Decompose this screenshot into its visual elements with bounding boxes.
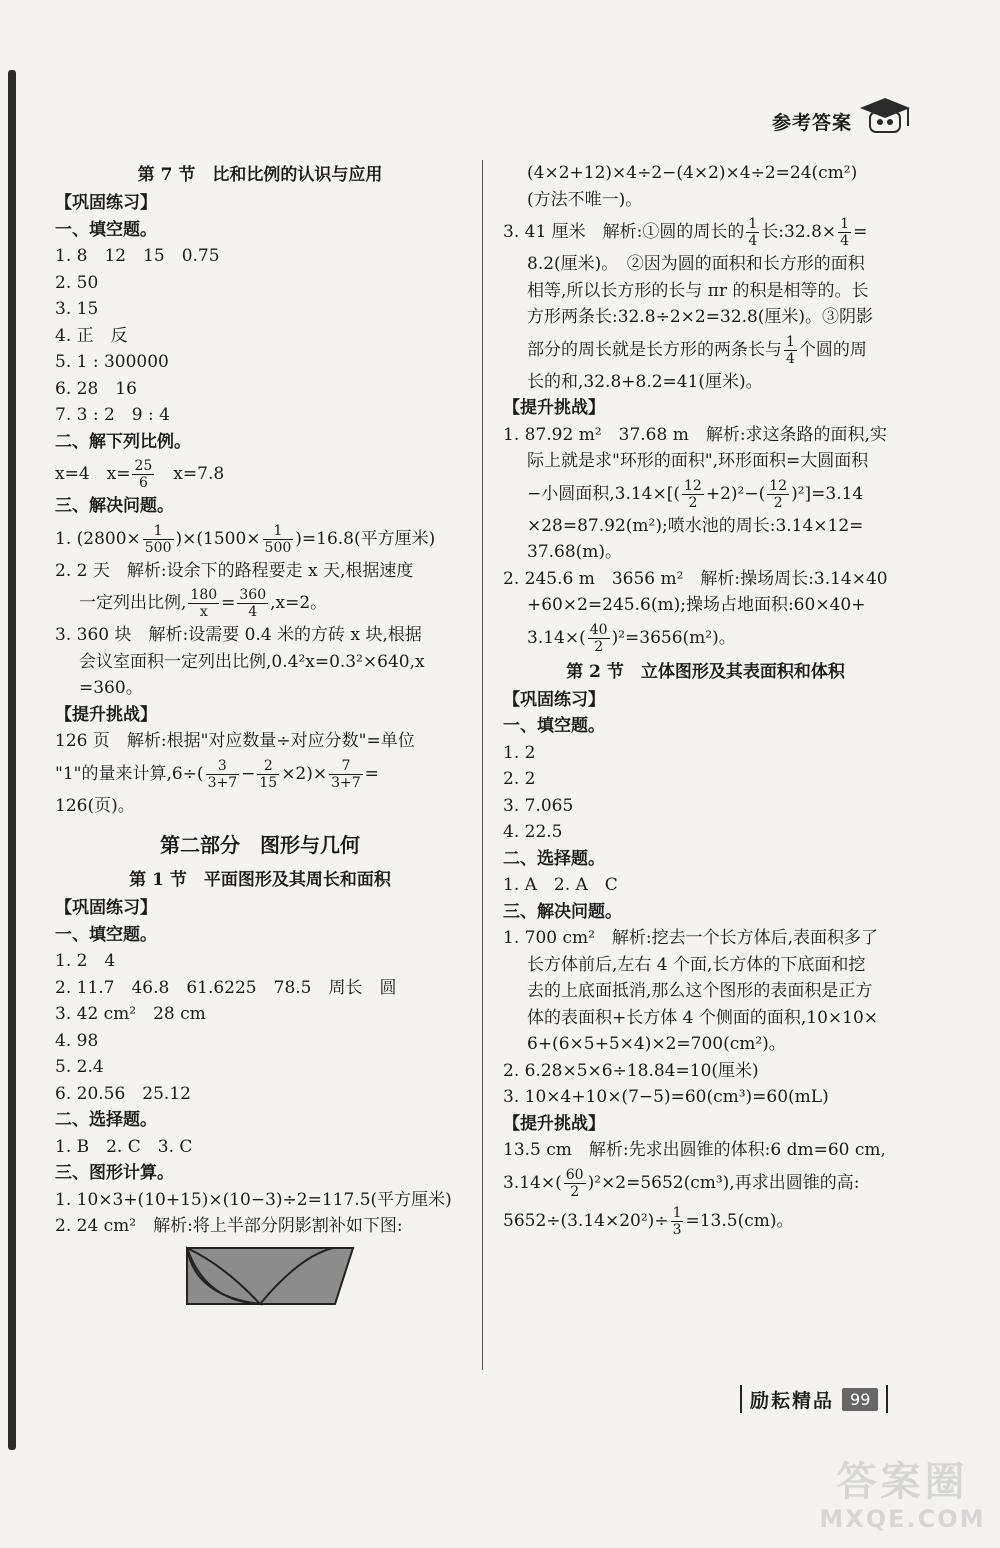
answer-line: =360。 bbox=[79, 678, 143, 698]
subsection-heading: 【提升挑战】 bbox=[503, 1113, 605, 1134]
section-title: 第 7 节 比和比例的认识与应用 bbox=[137, 165, 383, 185]
answer-line: 6. 20.56 25.12 bbox=[55, 1083, 191, 1104]
answer-line: "1"的量来计算,6÷( $\frac{3}{3+7}$ − $\frac{2}{15}$ ×2)× $\frac{7}{3+7}$ = bbox=[55, 757, 379, 791]
page-number: 99 bbox=[842, 1388, 878, 1411]
question-type-heading: 一、填空题。 bbox=[503, 716, 605, 736]
answer-line: 5. 1 : 300000 bbox=[55, 352, 169, 372]
question-type-heading: 三、解决问题。 bbox=[55, 496, 174, 516]
answer-line: 2. 245.6 m 3656 m² 解析:操场周长:3.14×40 bbox=[503, 568, 888, 589]
answer-line: 2. 24 cm² 解析:将上半部分阴影割补如下图: bbox=[55, 1216, 403, 1236]
answer-line: 相等,所以长方形的长与 πr 的积是相等的。长 bbox=[527, 280, 869, 301]
section-title: 第 2 节 立体图形及其表面积和体积 bbox=[566, 661, 845, 682]
fraction: $\frac{1}{500}$ bbox=[144, 522, 172, 556]
binding-edge bbox=[8, 70, 16, 1450]
answer-line: (方法不唯一)。 bbox=[527, 189, 643, 210]
answer-line: 去的上底面抵消,那么这个图形的表面积是正方 bbox=[527, 981, 873, 1001]
answer-line: 1. 87.92 m² 37.68 m 解析:求这条路的面积,实 bbox=[503, 424, 887, 445]
answer-line: ×28=87.92(m²);喷水池的周长:3.14×12= bbox=[527, 515, 864, 536]
answer-line: 3. 41 厘米 解析:①圆的周长的 $\frac{1}{4}$ 长:32.8× $\frac{1}{4}$ = bbox=[503, 216, 868, 249]
answer-line: 3.14×( $\frac{60}{2}$ )²×2=5652(cm³),再求出圆锥的高: bbox=[503, 1166, 860, 1200]
answer-line: 6+(6×5+5×4)×2=700(cm²)。 bbox=[527, 1034, 786, 1054]
footer-rule bbox=[886, 1385, 888, 1413]
question-type-heading: 二、选择题。 bbox=[503, 848, 605, 869]
answer-line: 1. A 2. A C bbox=[503, 875, 618, 895]
answer-line: 1. 8 12 15 0.75 bbox=[55, 246, 220, 266]
part-title: 第二部分 图形与几何 bbox=[160, 833, 360, 857]
answer-line: 3. 7.065 bbox=[503, 795, 574, 816]
answer-line: +60×2=245.6(m);操场占地面积:60×40+ bbox=[527, 595, 866, 615]
answer-line: −小圆面积,3.14×[( $\frac{12}{2}$ +2)²−( $\frac{12}{2}$ )²]=3.14 bbox=[527, 477, 864, 511]
fraction: $\frac{180}{x}$ bbox=[190, 587, 218, 620]
fraction: $\frac{1}{4}$ bbox=[748, 216, 758, 249]
answer-line: 2. 2 天 解析:设余下的路程要走 x 天,根据速度 bbox=[55, 560, 414, 581]
answer-line: 13.5 cm 解析:先求出圆锥的体积:6 dm=60 cm, bbox=[503, 1140, 886, 1160]
answer-line: 2. 2 bbox=[503, 769, 536, 789]
answer-line: 际上就是求"环形的面积",环形面积=大圆面积 bbox=[527, 451, 869, 471]
answer-line: 部分的周长就是长方形的两条长与 $\frac{1}{4}$ 个圆的周 bbox=[527, 333, 867, 367]
header-title: 参考答案 bbox=[772, 112, 853, 134]
graduate-cap-icon bbox=[856, 96, 914, 138]
fraction: $\frac{3}{3+7}$ bbox=[207, 757, 238, 791]
answer-line: 1. 10×3+(10+15)×(10−3)÷2=117.5(平方厘米) bbox=[55, 1189, 452, 1210]
answer-line: 1. B 2. C 3. C bbox=[55, 1136, 193, 1157]
answer-line: 体的表面积+长方体 4 个侧面的面积,10×10× bbox=[527, 1007, 879, 1028]
answer-line: 3. 10×4+10×(7−5)=60(cm³)=60(mL) bbox=[503, 1087, 829, 1107]
question-type-heading: 二、解下列比例。 bbox=[55, 431, 191, 452]
answer-line: 1. (2800× $\frac{1}{500}$ )×(1500× $\frac{1}{500}$ )=16.8(平方厘米) bbox=[55, 522, 436, 556]
question-type-heading: 一、填空题。 bbox=[55, 924, 157, 945]
fraction: $\frac{1}{4}$ bbox=[786, 333, 795, 367]
answer-line: 3. 360 块 解析:设需要 0.4 米的方砖 x 块,根据 bbox=[55, 625, 422, 645]
footer-rule bbox=[740, 1385, 742, 1413]
answer-line: 6. 28 16 bbox=[55, 378, 137, 399]
fraction: $\frac{1}{4}$ bbox=[840, 216, 850, 249]
left-column bbox=[55, 160, 465, 1310]
answer-line: 3.14×( $\frac{40}{2}$ )²=3656(m²)。 bbox=[527, 621, 736, 655]
fraction: $\frac{1}{500}$ bbox=[264, 522, 292, 556]
answer-line: 5. 2.4 bbox=[55, 1057, 104, 1077]
brand-name: 励耘精品 bbox=[750, 1389, 835, 1412]
fraction: $\frac{7}{3+7}$ bbox=[331, 757, 361, 791]
fraction: $\frac{40}{2}$ bbox=[589, 621, 608, 655]
answer-line: 2. 11.7 46.8 61.6225 78.5 周长 圆 bbox=[55, 977, 397, 998]
answer-line: 37.68(m)。 bbox=[527, 542, 623, 562]
answer-line: 一定列出比例, $\frac{180}{x}$ = $\frac{360}{4}$ ,x=2。 bbox=[79, 587, 328, 620]
answer-line: 2. 50 bbox=[55, 272, 99, 293]
watermark-text: 答案圈 bbox=[836, 1459, 969, 1505]
subsection-heading: 【巩固练习】 bbox=[55, 898, 157, 918]
answer-line: 3. 15 bbox=[55, 299, 99, 319]
answer-line: 126(页)。 bbox=[55, 795, 135, 816]
subsection-heading: 【巩固练习】 bbox=[55, 193, 157, 213]
answer-line: 126 页 解析:根据"对应数量÷对应分数"=单位 bbox=[55, 731, 415, 751]
answer-line: 4. 22.5 bbox=[503, 822, 563, 842]
subsection-heading: 【提升挑战】 bbox=[55, 704, 157, 725]
right-column bbox=[503, 160, 908, 1240]
answer-line: 1. 700 cm² 解析:挖去一个长方体后,表面积多了 bbox=[503, 928, 879, 948]
fraction: $\frac{60}{2}$ bbox=[565, 1166, 584, 1200]
question-type-heading: 三、图形计算。 bbox=[55, 1163, 174, 1183]
question-type-heading: 三、解决问题。 bbox=[503, 901, 622, 922]
answer-line: 长方体前后,左右 4 个面,长方体的下底面和挖 bbox=[527, 954, 866, 975]
watermark bbox=[815, 1460, 990, 1540]
fraction: $\frac{12}{2}$ bbox=[684, 477, 702, 511]
answer-line: 7. 3 : 2 9 : 4 bbox=[55, 405, 170, 425]
answer-line: 方形两条长:32.8÷2×2=32.8(厘米)。③阴影 bbox=[527, 307, 874, 327]
answer-line: 长的和,32.8+8.2=41(厘米)。 bbox=[527, 371, 763, 392]
subsection-heading: 【巩固练习】 bbox=[503, 689, 605, 710]
question-type-heading: 二、选择题。 bbox=[55, 1110, 157, 1130]
answer-line: 会议室面积一定列出比例,0.4²x=0.3²×640,x bbox=[79, 651, 425, 672]
page-footer bbox=[740, 1385, 888, 1413]
answer-line: x=4 x= $\frac{25}{6}$ x=7.8 bbox=[55, 458, 225, 491]
answer-line: 4. 正 反 bbox=[55, 325, 128, 346]
section-title: 第 1 节 平面图形及其周长和面积 bbox=[129, 870, 391, 890]
answer-line: 2. 6.28×5×6÷18.84=10(厘米) bbox=[503, 1060, 759, 1081]
answer-line: 1. 2 bbox=[503, 742, 536, 763]
fraction: $\frac{12}{2}$ bbox=[769, 477, 788, 511]
question-type-heading: 一、填空题。 bbox=[55, 219, 157, 240]
subsection-heading: 【提升挑战】 bbox=[503, 398, 605, 418]
fraction: $\frac{360}{4}$ bbox=[239, 587, 267, 620]
shaded-figure bbox=[185, 1246, 355, 1306]
fraction: $\frac{25}{6}$ bbox=[134, 458, 153, 491]
answer-line: 4. 98 bbox=[55, 1030, 99, 1051]
watermark-url: MXQE.COM bbox=[819, 1505, 986, 1533]
answer-line: (4×2+12)×4÷2−(4×2)×4÷2=24(cm²) bbox=[527, 163, 858, 183]
fraction: $\frac{2}{15}$ bbox=[259, 757, 278, 791]
answer-line: 8.2(厘米)。 ②因为圆的面积和长方形的面积 bbox=[527, 254, 865, 274]
answer-line: 1. 2 4 bbox=[55, 951, 116, 971]
column-divider bbox=[482, 160, 483, 1370]
answer-line: 5652÷(3.14×20²)÷ $\frac{1}{3}$ =13.5(cm)。 bbox=[503, 1204, 794, 1238]
answer-line: 3. 42 cm² 28 cm bbox=[55, 1004, 206, 1024]
fraction: $\frac{1}{3}$ bbox=[672, 1204, 682, 1238]
